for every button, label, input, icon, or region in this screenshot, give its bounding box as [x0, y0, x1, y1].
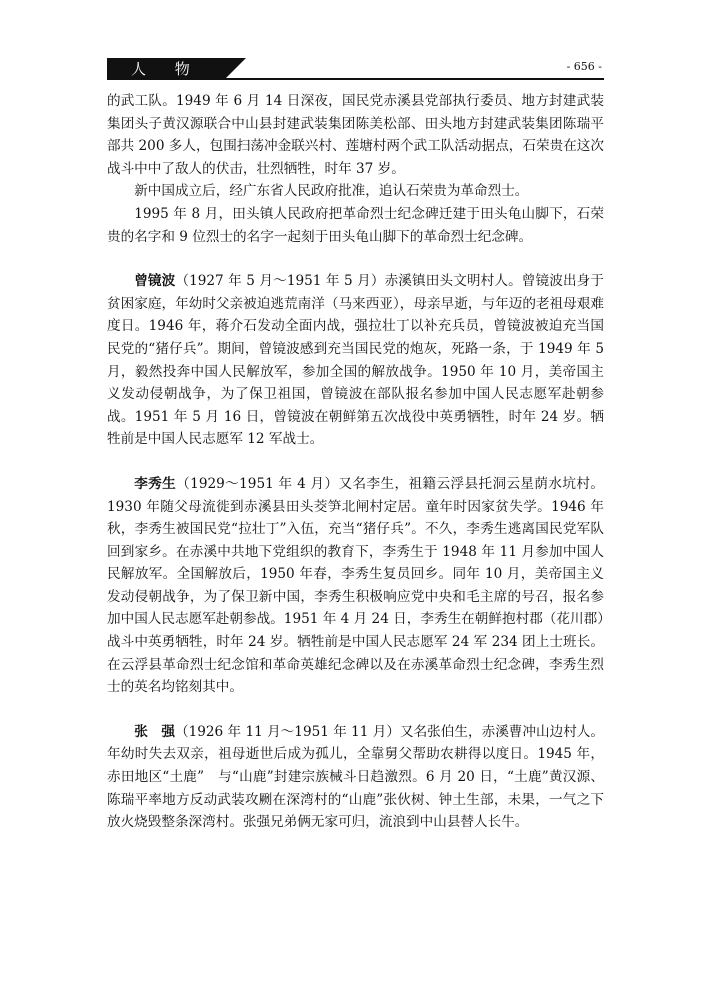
biography-text: （1926 年 11 月～1951 年 11 月）又名张伯生，赤溪曹冲山边村人。年幼时失去双亲，祖母逝世后成为孤儿，全靠舅父帮助农耕得以度日。1945 年，赤田地区“土鹿” 与“山鹿”封建宗族械斗日趋激烈。6 月 20 日，“土鹿”黄汉源、陈瑞平率地方反动武装攻劂在深湾村的“山鹿”张伙树、钟土生部，未果，一气之下放火烧毁整条深湾村。张强兄弟俩无家可归，流浪到中山县替人长牛。 — [107, 723, 604, 831]
biography-text: （1929～1951 年 4 月）又名李生，祖籍云浮县托洞云星荫水坑村。1930 年随父母流徙到赤溪县田头茭笋北闸村定居。童年时因家贫失学。1946 年秋，李秀生被国民党“拉壮丁”入伍，充当“猪仔兵”。不久，李秀生逃离国民党军队回到家乡。在赤溪中共地下党组织的教育下，李秀生于 1948 年 11 月参加中国人民解放军。全国解放后，1950 年春，李秀生复员回乡。同年 10 月，美帝国主义发动侵朝战争，为了保卫新中国，李秀生积极响应党中央和毛主席的号召，报名参加中国人民志愿军赴朝参战。1951 年 4 月 24 日，李秀生在朝鲜抱村郡（花川郡）战斗中英勇牺牲，时年 24 岁。牺牲前是中国人民志愿军 24 军 234 团上士班长。在云浮县革命烈士纪念馆和革命英雄纪念碑以及在赤溪革命烈士纪念碑，李秀生烈士的英名均铭刻其中。 — [107, 475, 604, 696]
body-text — [107, 90, 604, 834]
section-gap — [107, 699, 604, 721]
person-name: 曾镜波 — [134, 273, 176, 290]
page-number: - 656 - — [566, 60, 602, 73]
header-tab-slant — [224, 58, 246, 80]
section-title: 人 物 — [131, 60, 202, 78]
person-name: 张 强 — [134, 723, 175, 740]
biography-zeng-jingbo — [107, 270, 604, 451]
biography-text: （1927 年 5 月～1951 年 5 月）赤溪镇田头文明村人。曾镜波出身于贫困家庭，年幼时父亲被迫逃荒南洋（马来西亚），母亲早逝，与年迈的老祖母艰难度日。1946 年，蒋介石发动全面内战，强拉壮丁以补充兵员，曾镜波被迫充当国民党的“猪仔兵”。期间，曾镜波感到充当国民党的炮灰，死路一条，于 1949 年 5 月，毅然投奔中国人民解放军，参加全国的解放战争。1950 年 10 月，美帝国主义发动侵朝战争，为了保卫祖国，曾镜波在部队报名参加中国人民志愿军赴朝参战。1951 年 5 月 16 日，曾镜波在朝鲜第五次战役中英勇牺牲，时年 24 岁。牺牲前是中国人民志愿军 12 军战士。 — [107, 273, 604, 448]
paragraph: 新中国成立后，经广东省人民政府批准，追认石荣贵为革命烈士。 — [134, 183, 529, 200]
section-gap — [107, 248, 604, 270]
biography-li-xiusheng — [107, 473, 604, 699]
person-name: 李秀生 — [134, 475, 177, 492]
biography-zhang-qiang — [107, 721, 604, 834]
paragraph-continued: 的武工队。1949 年 6 月 14 日深夜，国民党赤溪县党部执行委员、地方封建武装集团头子黄汉源联合中山县封建武装集团陈美松部、田头地方封建武装集团陈瑞平部共 200 多人，包围扫荡冲金联兴村、莲塘村两个武工队活动据点，石荣贵在这次战斗中中了敌人的伏击，壮烈牺牲，时年 37 岁。 — [107, 93, 604, 177]
paragraph: 1995 年 8 月，田头镇人民政府把革命烈士纪念碑迁建于田头龟山脚下，石荣贵的名字和 9 位烈士的名字一起刻于田头龟山脚下的革命烈士纪念碑。 — [107, 205, 604, 245]
running-header — [107, 58, 604, 82]
section-gap — [107, 451, 604, 473]
